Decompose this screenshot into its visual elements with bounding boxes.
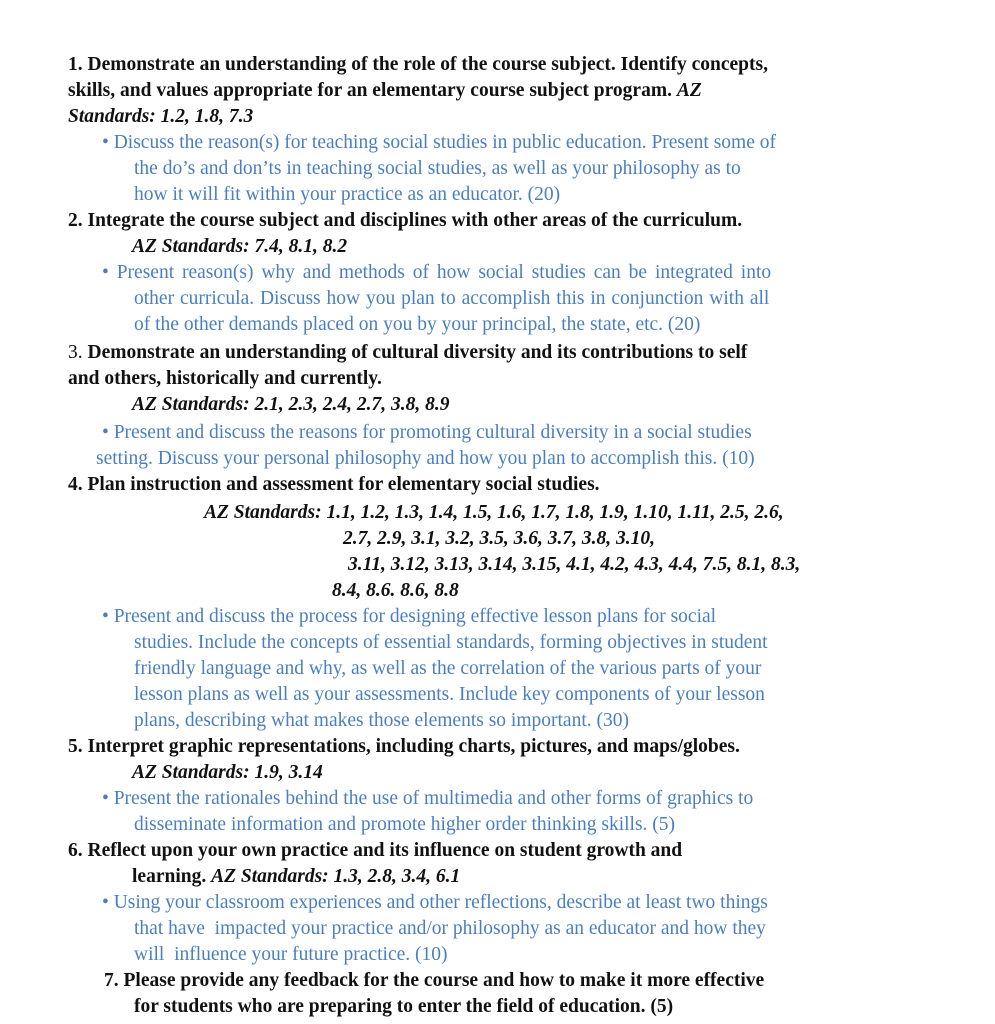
item-4-standards-line-1: AZ Standards: 1.1, 1.2, 1.3, 1.4, 1.5, 1.6, 1.7, 1.8, 1.9, 1.10, 1.11, 2.5, 2.6, <box>204 502 784 523</box>
item-2-bullet-text-1: Present reason(s) why and methods of how social studies can be integrated into <box>116 262 772 283</box>
item-4-bullet-text-1: Present and discuss the process for designing effective lesson plans for social <box>113 606 717 627</box>
item-3-heading-line-2: and others, historically and currently. <box>68 368 382 389</box>
item-7-heading-line-1 <box>104 968 764 994</box>
item-1-standards: Standards: 1.2, 1.8, 7.3 <box>68 106 254 127</box>
item-5-bullet-line-1 <box>102 786 753 812</box>
item-4-bullet-line-2: studies. Include the concepts of essential standards, forming objectives in student <box>134 632 768 653</box>
item-1-bullet-line-1 <box>102 130 776 156</box>
item-6-bullet-line-1 <box>102 890 768 916</box>
item-4-standards-line-3: 3.11, 3.12, 3.13, 3.14, 3.15, 4.1, 4.2, 4.3, 4.4, 7.5, 8.1, 8.3, <box>348 554 801 575</box>
item-5-heading: 5. Interpret graphic representations, including charts, pictures, and maps/globes. <box>68 736 740 757</box>
item-1-bullet-line-3: how it will fit within your practice as an educator. (20) <box>134 184 561 205</box>
bullet-icon: • <box>102 892 109 913</box>
item-4-bullet-line-1 <box>102 604 716 630</box>
item-1-bullet-text-1: Discuss the reason(s) for teaching social studies in public education. Present some of <box>113 132 776 153</box>
item-2-bullet-line-3: of the other demands placed on you by your principal, the state, etc. (20) <box>134 314 701 335</box>
item-5-standards: AZ Standards: 1.9, 3.14 <box>132 762 323 783</box>
item-5-bullet-line-2: disseminate information and promote higher order thinking skills. (5) <box>134 814 676 835</box>
item-4-standards-line-2: 2.7, 2.9, 3.1, 3.2, 3.5, 3.6, 3.7, 3.8, 3.10, <box>343 528 655 549</box>
bullet-icon: • <box>102 262 109 283</box>
item-4-bullet-line-5: plans, describing what makes those elements so important. (30) <box>134 710 629 731</box>
item-3-bullet-line-1 <box>102 420 752 446</box>
item-3-heading-line-1 <box>68 340 747 366</box>
bullet-icon: • <box>102 606 109 627</box>
item-4-bullet-line-4: lesson plans as well as your assessments. Include key components of your lesson <box>134 684 765 705</box>
item-4-standards-line-4: 8.4, 8.6. 8.6, 8.8 <box>332 580 459 601</box>
item-1-bullet-line-2: the do’s and don’ts in teaching social studies, as well as your philosophy as to <box>134 158 741 179</box>
item-7-heading-line-2: for students who are preparing to enter the field of education. (5) <box>134 996 674 1017</box>
item-3-heading-text: Demonstrate an understanding of cultural diversity and its contributions to self <box>87 342 748 363</box>
item-6-bullet-text-1: Using your classroom experiences and other reflections, describe at least two things <box>113 892 768 913</box>
item-2-bullet-line-1 <box>102 260 771 286</box>
item-2-bullet-line-2: other curricula. Discuss how you plan to accomplish this in conjunction with all <box>134 288 770 309</box>
bullet-icon: • <box>102 132 109 153</box>
item-1-heading-text: skills, and values appropriate for an elementary course subject program. <box>68 80 672 101</box>
item-6-bullet-line-2: that have impacted your practice and/or philosophy as an educator and how they <box>134 918 766 939</box>
item-2-heading: 2. Integrate the course subject and disciplines with other areas of the curriculum. <box>68 210 743 231</box>
item-5-bullet-text-1: Present the rationales behind the use of multimedia and other forms of graphics to <box>113 788 754 809</box>
item-6-bullet-line-3: will influence your future practice. (10) <box>134 944 448 965</box>
item-1-heading-line-1: 1. Demonstrate an understanding of the role of the course subject. Identify concepts, <box>68 54 768 75</box>
item-6-heading-line-2 <box>132 864 460 890</box>
bullet-icon: • <box>102 422 109 443</box>
item-4-bullet-line-3: friendly language and why, as well as the correlation of the various parts of your <box>134 658 762 679</box>
item-7-heading-text: Please provide any feedback for the course and how to make it more effective <box>123 970 765 991</box>
item-3-number: 3. <box>68 342 83 363</box>
item-6-heading-text: learning. <box>132 866 207 887</box>
item-3-standards: AZ Standards: 2.1, 2.3, 2.4, 2.7, 3.8, 8.9 <box>132 394 450 415</box>
item-6-heading-line-1: 6. Reflect upon your own practice and its influence on student growth and <box>68 840 683 861</box>
bullet-icon: • <box>102 788 109 809</box>
item-1-heading-line-2 <box>68 78 702 104</box>
item-4-heading: 4. Plan instruction and assessment for elementary social studies. <box>68 474 600 495</box>
item-3-bullet-text-1: Present and discuss the reasons for promoting cultural diversity in a social studies <box>113 422 752 443</box>
item-2-standards: AZ Standards: 7.4, 8.1, 8.2 <box>132 236 348 257</box>
item-7-number: 7. <box>104 970 119 991</box>
item-3-bullet-line-2: setting. Discuss your personal philosophy and how you plan to accomplish this. (10) <box>96 448 755 469</box>
item-1-heading-az: AZ <box>676 80 702 101</box>
item-6-standards: AZ Standards: 1.3, 2.8, 3.4, 6.1 <box>211 866 461 887</box>
